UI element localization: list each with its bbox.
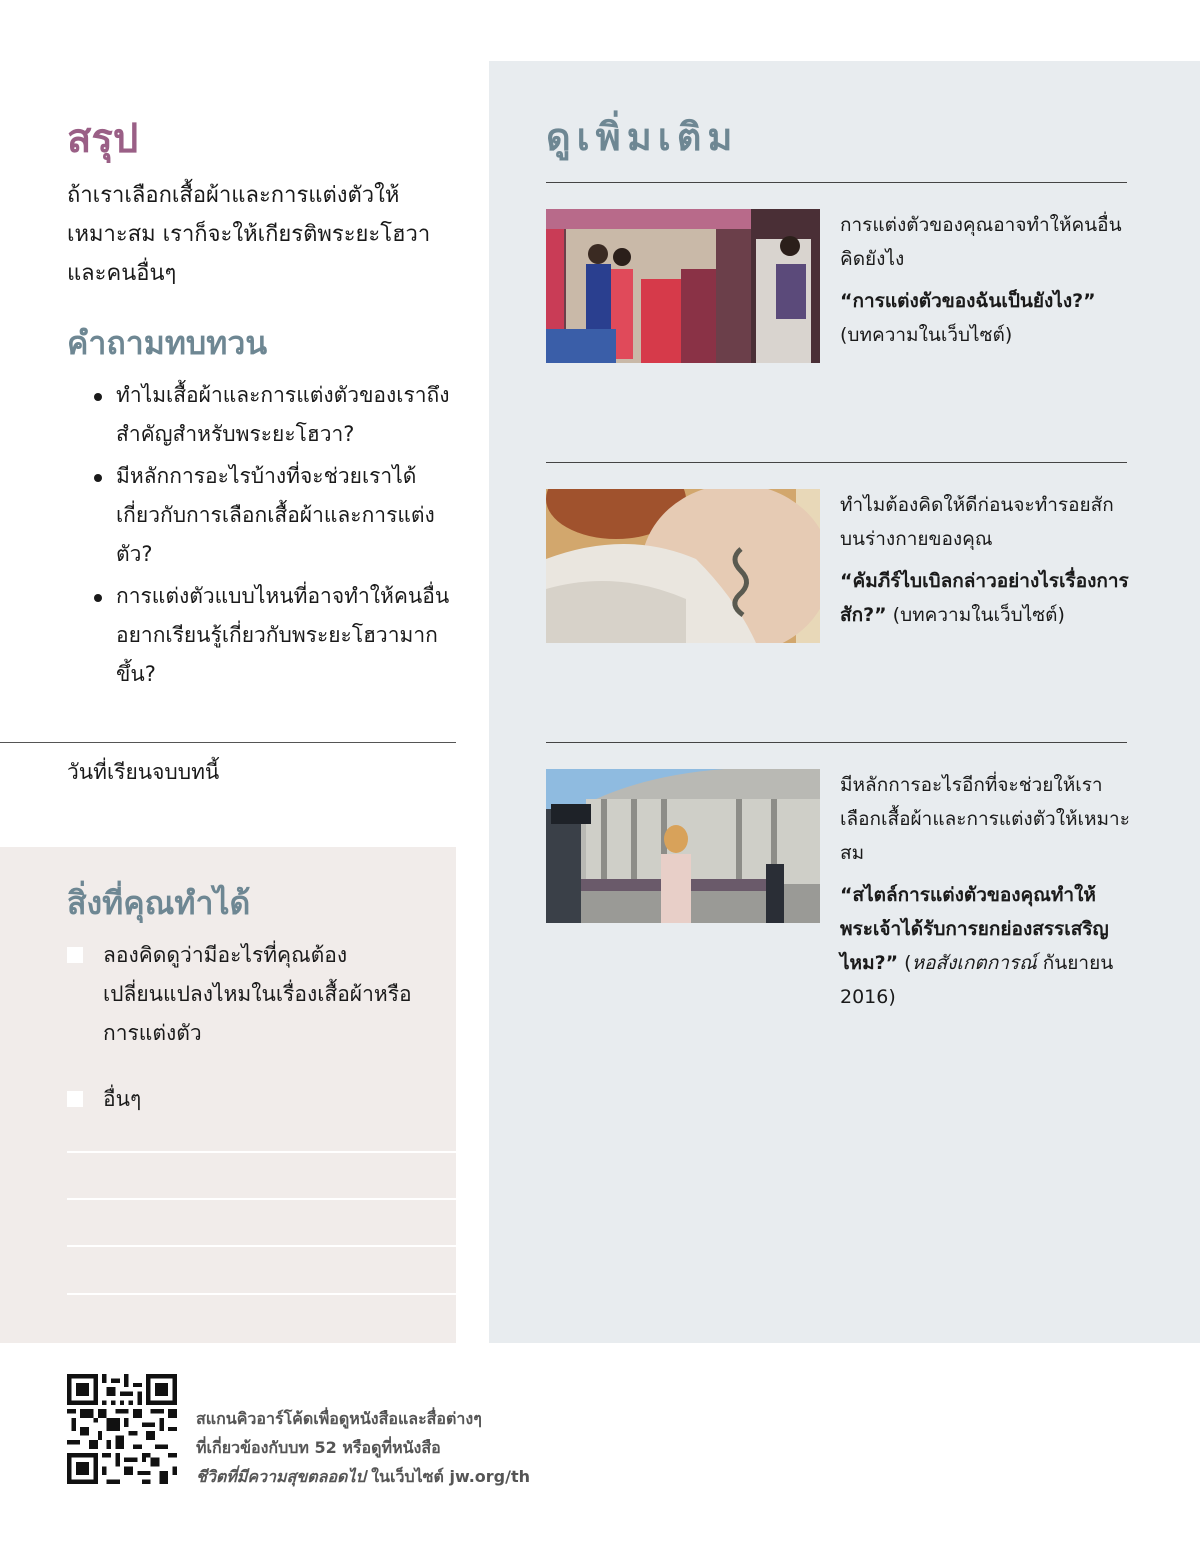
review-question-text: การแต่งตัวแบบไหนที่อาจทำให้คนอื่นอยากเรียนรู้เกี่ยวกับพระยะโฮวามากขึ้น?: [116, 584, 450, 686]
footer-line: [196, 1462, 616, 1491]
article-link[interactable]: “สไตล์การแต่งตัวของคุณทำให้พระเจ้าได้รับการยกย่องสรรเสริญไหม?”: [840, 884, 1109, 974]
review-question-text: ทำไมเสื้อผ้าและการแต่งตัวของเราถึงสำคัญสำหรับพระยะโฮวา?: [116, 383, 450, 446]
tattoo-shoulder-image: [546, 489, 820, 643]
article-link[interactable]: “คัมภีร์ไบเบิลกล่าวอย่างไรเรื่องการสัก?”: [840, 570, 1129, 626]
entry-lead: ทำไมต้องคิดให้ดีก่อนจะทำรอยสักบนร่างกายของคุณ: [840, 494, 1114, 550]
entry-lead: มีหลักการอะไรอีกที่จะช่วยให้เราเลือกเสื้อผ้าและการแต่งตัวให้เหมาะสม: [840, 774, 1130, 864]
review-question: [90, 457, 455, 574]
magazine-issue: กันยายน 2016): [840, 952, 1114, 1008]
book-title: ชีวิตที่มีความสุขตลอดไป: [196, 1467, 366, 1486]
see-more-entry: [840, 208, 1130, 352]
magazine-title: หอสังเกตการณ์: [911, 952, 1037, 974]
see-more-entry: [840, 488, 1130, 632]
entry-reference: [840, 878, 1130, 1014]
summary-text: ถ้าเราเลือกเสื้อผ้าและการแต่งตัวให้เหมาะสม เราก็จะให้เกียรติพระยะโฮวาและคนอื่นๆ: [67, 183, 431, 286]
bullet-icon: [94, 474, 102, 482]
write-in-line[interactable]: [67, 1293, 456, 1295]
divider: [546, 742, 1127, 743]
summary-title: สรุป: [67, 116, 139, 162]
review-question: [90, 376, 455, 454]
entry-lead: การแต่งตัวของคุณอาจทำให้คนอื่นคิดยังไง: [840, 214, 1122, 270]
article-link[interactable]: “การแต่งตัวของฉันเป็นยังไง?”: [840, 290, 1096, 312]
review-questions-title: คำถามทบทวน: [67, 324, 268, 362]
bullet-icon: [94, 594, 102, 602]
write-in-line[interactable]: [67, 1245, 456, 1247]
review-question-text: มีหลักการอะไรบ้างที่จะช่วยเราได้เกี่ยวกับการเลือกเสื้อผ้าและการแต่งตัว?: [116, 464, 435, 566]
review-question: [90, 577, 455, 694]
todo-title: สิ่งที่คุณทำได้: [67, 884, 251, 922]
entry-reference: [840, 284, 1130, 352]
date-rule: [0, 742, 456, 743]
review-questions-list: [90, 376, 455, 697]
entry-reference: [840, 564, 1130, 632]
divider: [546, 462, 1127, 463]
todo-item: [67, 1080, 437, 1119]
stadium-interview-image: [546, 769, 820, 923]
todo-item: [67, 936, 437, 1053]
website-link[interactable]: ในเว็บไซต์ jw.org/th: [371, 1467, 530, 1486]
todo-item-text: อื่นๆ: [103, 1087, 142, 1111]
divider: [546, 182, 1127, 183]
see-more-title: ดูเพิ่มเติม: [546, 115, 739, 159]
reference-source: (หอสังเกตการณ์ กันยายน 2016): [840, 952, 1114, 1008]
todo-item-text: ลองคิดดูว่ามีอะไรที่คุณต้องเปลี่ยนแปลงไหมในเรื่องเสื้อผ้าหรือการแต่งตัว: [103, 943, 412, 1045]
write-in-line[interactable]: [67, 1198, 456, 1200]
bullet-icon: [94, 393, 102, 401]
footer-text: [196, 1404, 616, 1491]
footer-line: สแกนคิวอาร์โค้ดเพื่อดูหนังสือและสื่อต่างๆ: [196, 1409, 482, 1428]
reference-source: (บทความในเว็บไซต์): [892, 604, 1065, 626]
checkbox[interactable]: [67, 1091, 83, 1107]
qr-code[interactable]: [67, 1374, 177, 1484]
footer-line: ที่เกี่ยวข้องกับบท 52 หรือดูที่หนังสือ: [196, 1438, 441, 1457]
write-in-line[interactable]: [67, 1151, 456, 1153]
completion-date-label: วันที่เรียนจบบทนี้: [67, 760, 220, 784]
see-more-entry: [840, 768, 1130, 1014]
clothing-store-image: [546, 209, 820, 363]
checkbox[interactable]: [67, 947, 83, 963]
reference-source: (บทความในเว็บไซต์): [840, 324, 1013, 346]
